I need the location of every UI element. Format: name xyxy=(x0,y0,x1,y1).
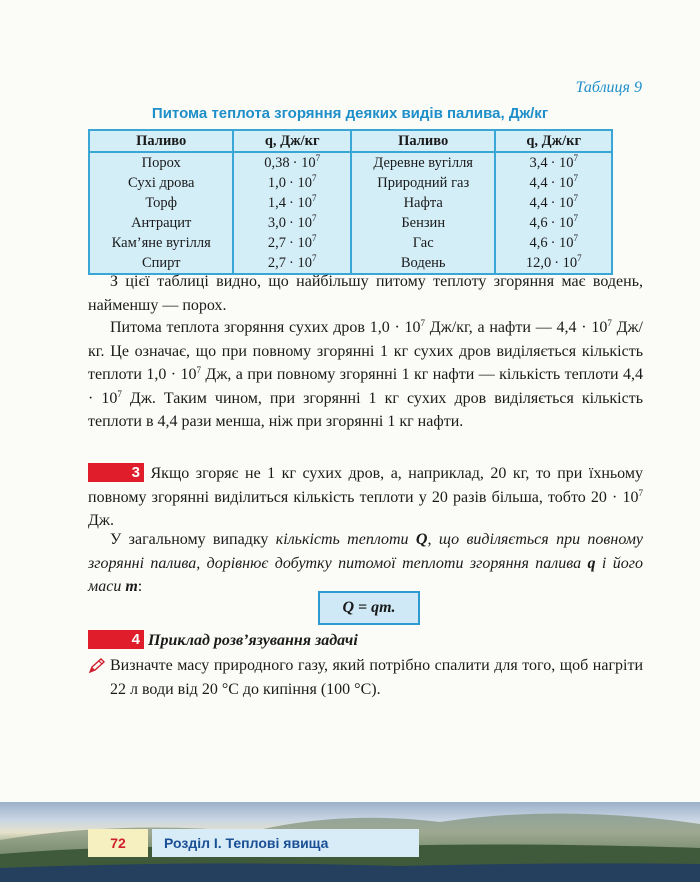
header-q-1: q, Дж/кг xyxy=(233,130,350,152)
pencil-icon xyxy=(88,658,106,674)
table-row xyxy=(89,173,612,193)
formula-text: Q = qm. xyxy=(342,599,396,616)
heat-value: $4,4 \cdot 10^7$ xyxy=(495,173,612,193)
heat-value: $4,4 \cdot 10^7$ xyxy=(495,193,612,213)
table-header-row xyxy=(89,130,612,152)
p4-part-d: , що виділяється при повному згорянні палива, дорівнює добутку питомої теплоти згоряння палива xyxy=(88,531,644,572)
exponent: 7 xyxy=(117,388,122,399)
section-badge-3: 3 xyxy=(88,463,144,482)
symbol-q: q xyxy=(587,554,596,572)
example-title: Приклад розв’язування задачі xyxy=(144,632,358,649)
section-badge-4: 4 xyxy=(88,630,144,649)
table-row xyxy=(89,193,612,213)
header-fuel-1: Паливо xyxy=(89,130,233,152)
paragraph-general-case xyxy=(88,528,643,599)
paragraph-conclusion xyxy=(88,270,643,317)
task-paragraph xyxy=(110,654,643,701)
p2-part-b: Дж/кг, а нафти — 4,4 · 10 xyxy=(425,319,608,336)
exponent: 7 xyxy=(420,318,426,328)
page-number: 72 xyxy=(88,829,148,857)
example-heading xyxy=(88,630,358,650)
table-title: Питома теплота згоряння деяких видів палива, Дж/кг xyxy=(151,105,549,122)
symbol-m: m xyxy=(125,578,138,595)
fuel-name: Гас xyxy=(351,233,496,253)
fuel-name: Природний газ xyxy=(351,173,496,193)
fuel-name: Спирт xyxy=(89,253,233,274)
fuel-name: Антрацит xyxy=(89,213,233,233)
heat-value: $1,4 \cdot 10^7$ xyxy=(233,193,350,213)
fuel-name: Кам’яне вугілля xyxy=(89,233,233,253)
fuel-name: Деревне вугілля xyxy=(351,152,496,173)
heat-value: $3,0 \cdot 10^7$ xyxy=(233,213,350,233)
fuel-name: Бензин xyxy=(351,213,496,233)
p2-part-a: Питома теплота згоряння сухих дров 1,0 · 10 xyxy=(110,319,421,336)
header-q-2: q, Дж/кг xyxy=(495,130,612,152)
heat-value: $4,6 \cdot 10^7$ xyxy=(495,233,612,253)
heat-value: $3,4 \cdot 10^7$ xyxy=(495,152,612,173)
formula-box xyxy=(318,591,420,625)
p3-part-a: Якщо згоряє не 1 кг сухих дров, а, наприклад, 20 кг, то при їхньому повному згорянні виділиться кількість теплоти у 20 разів більша, тобто 20 · 10 xyxy=(88,465,643,506)
symbol-Q: Q xyxy=(415,531,428,548)
fuel-name: Нафта xyxy=(351,193,496,213)
task-text: Визначте масу природного газу, який потрібно спалити для того, щоб нагріти 22 л води від 20 °С до кипіння (100 °С). xyxy=(110,657,643,698)
fuel-name: Водень xyxy=(351,253,496,274)
p2-part-d: Дж, а при повному згорянні 1 кг нафти — кількість теплоти 4,4 · 10 xyxy=(88,366,644,407)
exponent: 7 xyxy=(607,318,612,328)
fuel-name: Порох xyxy=(89,152,233,173)
p3-part-b: Дж. xyxy=(88,512,114,529)
exponent: 7 xyxy=(196,365,202,375)
heat-value: $4,6 \cdot 10^7$ xyxy=(495,213,612,233)
heat-value: $2,7 \cdot 10^7$ xyxy=(233,253,350,274)
section-title: Розділ І. Теплові явища xyxy=(152,829,419,857)
p2-part-e: Дж. Таким чином, при згорянні 1 кг сухих дров виділяється кількість теплоти в 4,4 рази менша, ніж при згорянні 1 кг нафти. xyxy=(88,389,643,430)
p4-part-b: кількість теплоти xyxy=(275,531,416,548)
fuel-name: Торф xyxy=(89,193,233,213)
header-fuel-2: Паливо xyxy=(351,130,496,152)
table-row xyxy=(89,152,612,173)
p4-part-f: і його маси xyxy=(88,554,644,595)
table-row xyxy=(89,213,612,233)
p2-part-c: Дж/кг. Це означає, що при повному згорянні 1 кг сухих дров виділяється кількість теплоти 1,0 · 10 xyxy=(88,319,644,383)
heat-value: $0,38 \cdot 10^7$ xyxy=(233,152,350,173)
p4-part-a: У загальному випадку xyxy=(110,531,276,548)
heat-value: $12,0 \cdot 10^7$ xyxy=(495,253,612,274)
table-row xyxy=(89,233,612,253)
exponent: 7 xyxy=(638,487,643,498)
paragraph-comparison xyxy=(88,316,643,434)
fuel-name: Сухі дрова xyxy=(89,173,233,193)
p4-part-h: : xyxy=(137,578,143,595)
table-caption: Таблиця 9 xyxy=(575,79,642,96)
paragraph-section-3 xyxy=(88,462,643,533)
paragraph-conclusion-text: З цієї таблиці видно, що найбільшу питому теплоту згоряння має водень, найменшу — порох. xyxy=(88,273,643,314)
heat-value: $1,0 \cdot 10^7$ xyxy=(233,173,350,193)
heat-value: $2,7 \cdot 10^7$ xyxy=(233,233,350,253)
fuel-heat-table xyxy=(88,129,613,275)
